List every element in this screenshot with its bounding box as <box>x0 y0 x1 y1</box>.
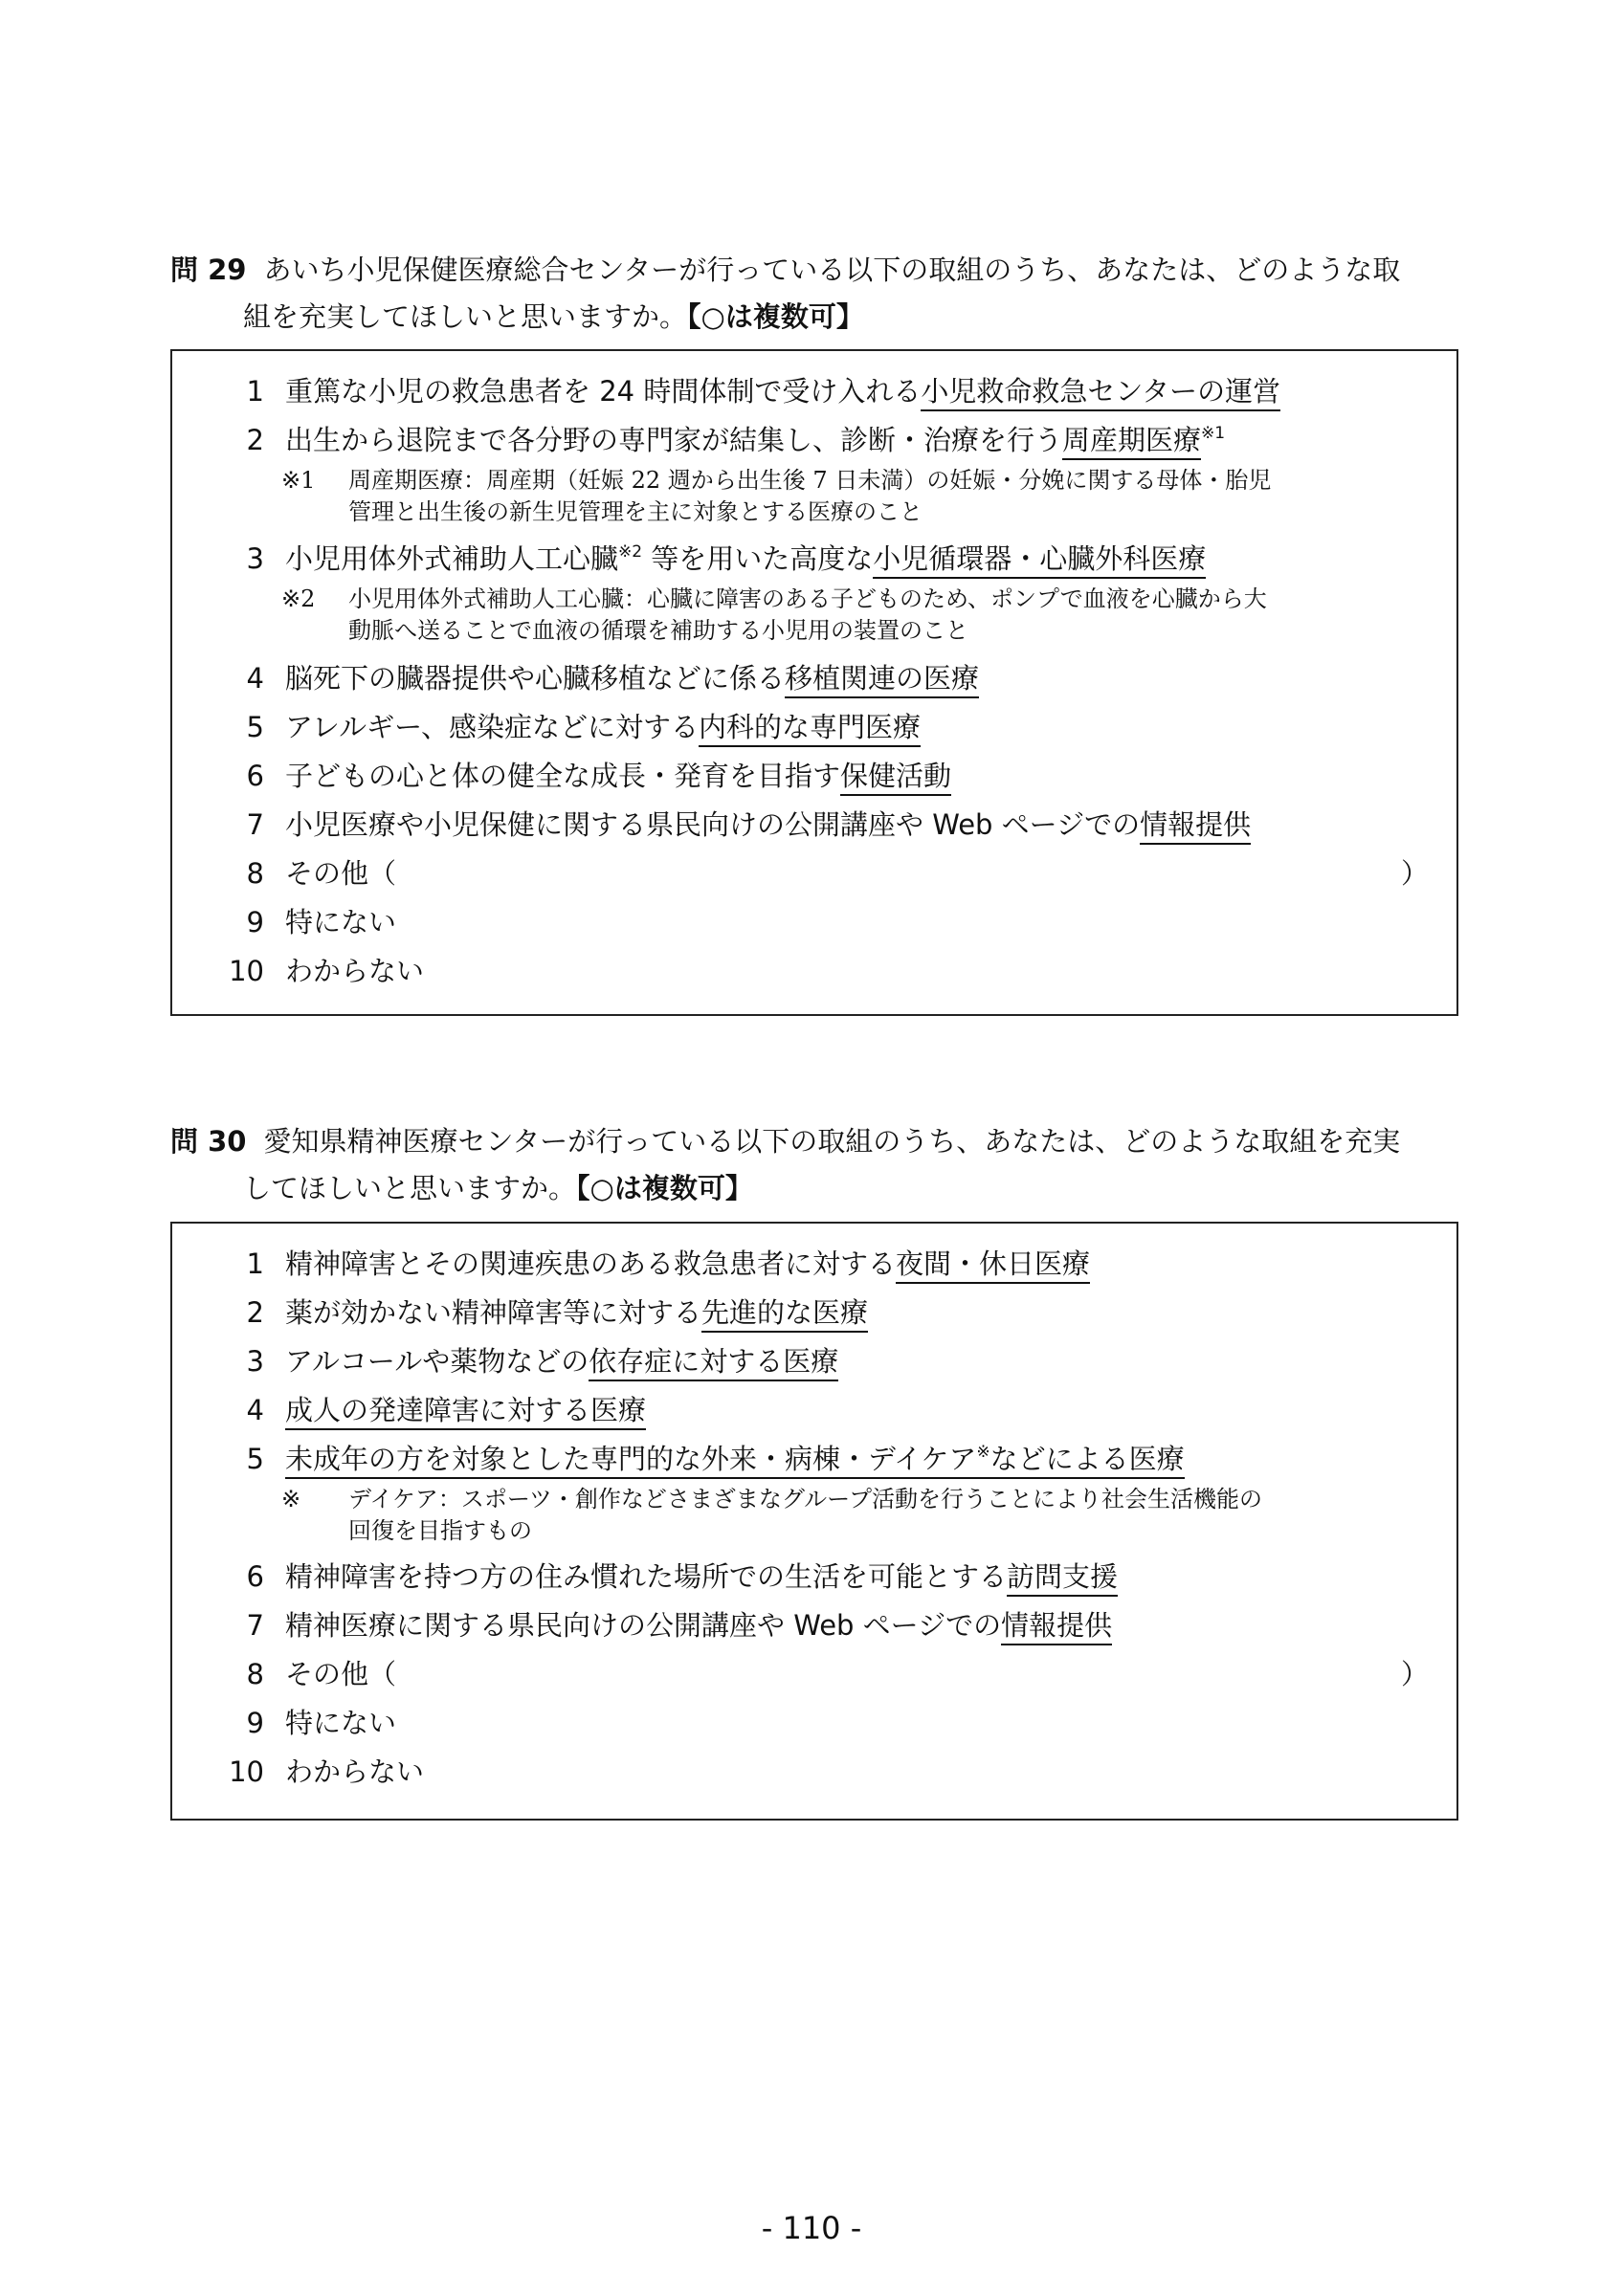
q30-option-3[interactable]: 3 アルコールや薬物などの依存症に対する医療 <box>220 1342 838 1380</box>
q30-option-4[interactable]: 4 成人の発達障害に対する医療 <box>220 1391 646 1429</box>
q29-options-box <box>170 349 1458 1016</box>
q29-heading <box>170 247 1472 341</box>
q29-multi-note: 【○は複数可】 <box>687 300 864 333</box>
q30-option-9[interactable]: 9 特にない <box>246 1707 397 1739</box>
q29-number: 問 29 <box>170 254 247 286</box>
q29-option-8[interactable]: 8 その他（ <box>246 857 397 890</box>
q29-text-line1: あいち小児保健医療総合センターが行っている以下の取組のうち、あなたは、どのような取 <box>263 254 1401 286</box>
q30-option-1[interactable]: 1 精神障害とその関連疾患のある救急患者に対する夜間・休日医療 <box>220 1245 1090 1283</box>
q29-option-5[interactable]: 5 アレルギー、感染症などに対する内科的な専門医療 <box>220 708 921 746</box>
q30-option-2[interactable]: 2 薬が効かない精神障害等に対する先進的な医療 <box>220 1293 868 1332</box>
q30-number: 問 30 <box>170 1125 247 1158</box>
q30-options-box <box>170 1222 1458 1821</box>
q30-footnote: ※ デイケア：スポーツ・創作などさまざまなグループ活動を行うことにより社会生活機能の 回復を目指すもの <box>281 1486 1262 1544</box>
page-number: - 110 - <box>761 2210 862 2246</box>
q30-text-line2: してほしいと思いますか。 <box>243 1172 577 1204</box>
q30-option-8[interactable]: 8 その他（ <box>246 1658 397 1690</box>
q30-option-5[interactable]: 5 未成年の方を対象とした専門的な外来・病棟・デイケア※などによる医療 <box>220 1440 1185 1478</box>
q29-option-9[interactable]: 9 特にない <box>246 906 397 938</box>
q29-option-1[interactable]: 1 重篤な小児の救急患者を 24 時間体制で受け入れる小児救命救急センターの運営 <box>220 372 1280 410</box>
q29-option-10[interactable]: 10 わからない <box>229 955 425 987</box>
q29-option-6[interactable]: 6 子どもの心と体の健全な成長・発育を目指す保健活動 <box>220 757 951 795</box>
q29-option-2[interactable]: 2 出生から退院まで各分野の専門家が結集し、診断・治療を行う周産期医療$^{※1}$ <box>220 421 1225 459</box>
q30-heading <box>170 1118 1472 1212</box>
q30-multi-note: 【○は複数可】 <box>576 1172 753 1204</box>
q29-option-8-close-paren: ） <box>1401 857 1430 890</box>
q29-footnote-1: ※1 周産期医療：周産期（妊娠 22 週から出生後 7 日未満）の妊娠・分娩に関する母体・胎児 管理と出生後の新生児管理を主に対象とする医療のこと <box>281 467 1272 525</box>
q30-option-8-close-paren: ） <box>1401 1658 1430 1690</box>
q30-option-7[interactable]: 7 精神医療に関する県民向けの公開講座や Web ページでの情報提供 <box>220 1606 1112 1645</box>
q29-option-7[interactable]: 7 小児医療や小児保健に関する県民向けの公開講座や Web ページでの情報提供 <box>220 806 1251 844</box>
q29-option-3[interactable]: 3 小児用体外式補助人工心臓$^{※2}$ 等を用いた高度な小児循環器・心臓外科医療 <box>220 540 1206 578</box>
q30-text-line1: 愛知県精神医療センターが行っている以下の取組のうち、あなたは、どのような取組を充実 <box>263 1125 1401 1158</box>
q30-option-10[interactable]: 10 わからない <box>229 1755 425 1788</box>
q29-text-line2: 組を充実してほしいと思いますか。 <box>243 300 688 333</box>
q29-option-4[interactable]: 4 脳死下の臓器提供や心臓移植などに係る移植関連の医療 <box>220 659 979 697</box>
q29-footnote-2: ※2 小児用体外式補助人工心臓：心臓に障害のある子どものため、ポンプで血液を心臓から大 動脈へ送ることで血液の循環を補助する小児用の装置のこと <box>281 585 1267 644</box>
q30-option-6[interactable]: 6 精神障害を持つ方の住み慣れた場所での生活を可能とする訪問支援 <box>220 1557 1118 1596</box>
